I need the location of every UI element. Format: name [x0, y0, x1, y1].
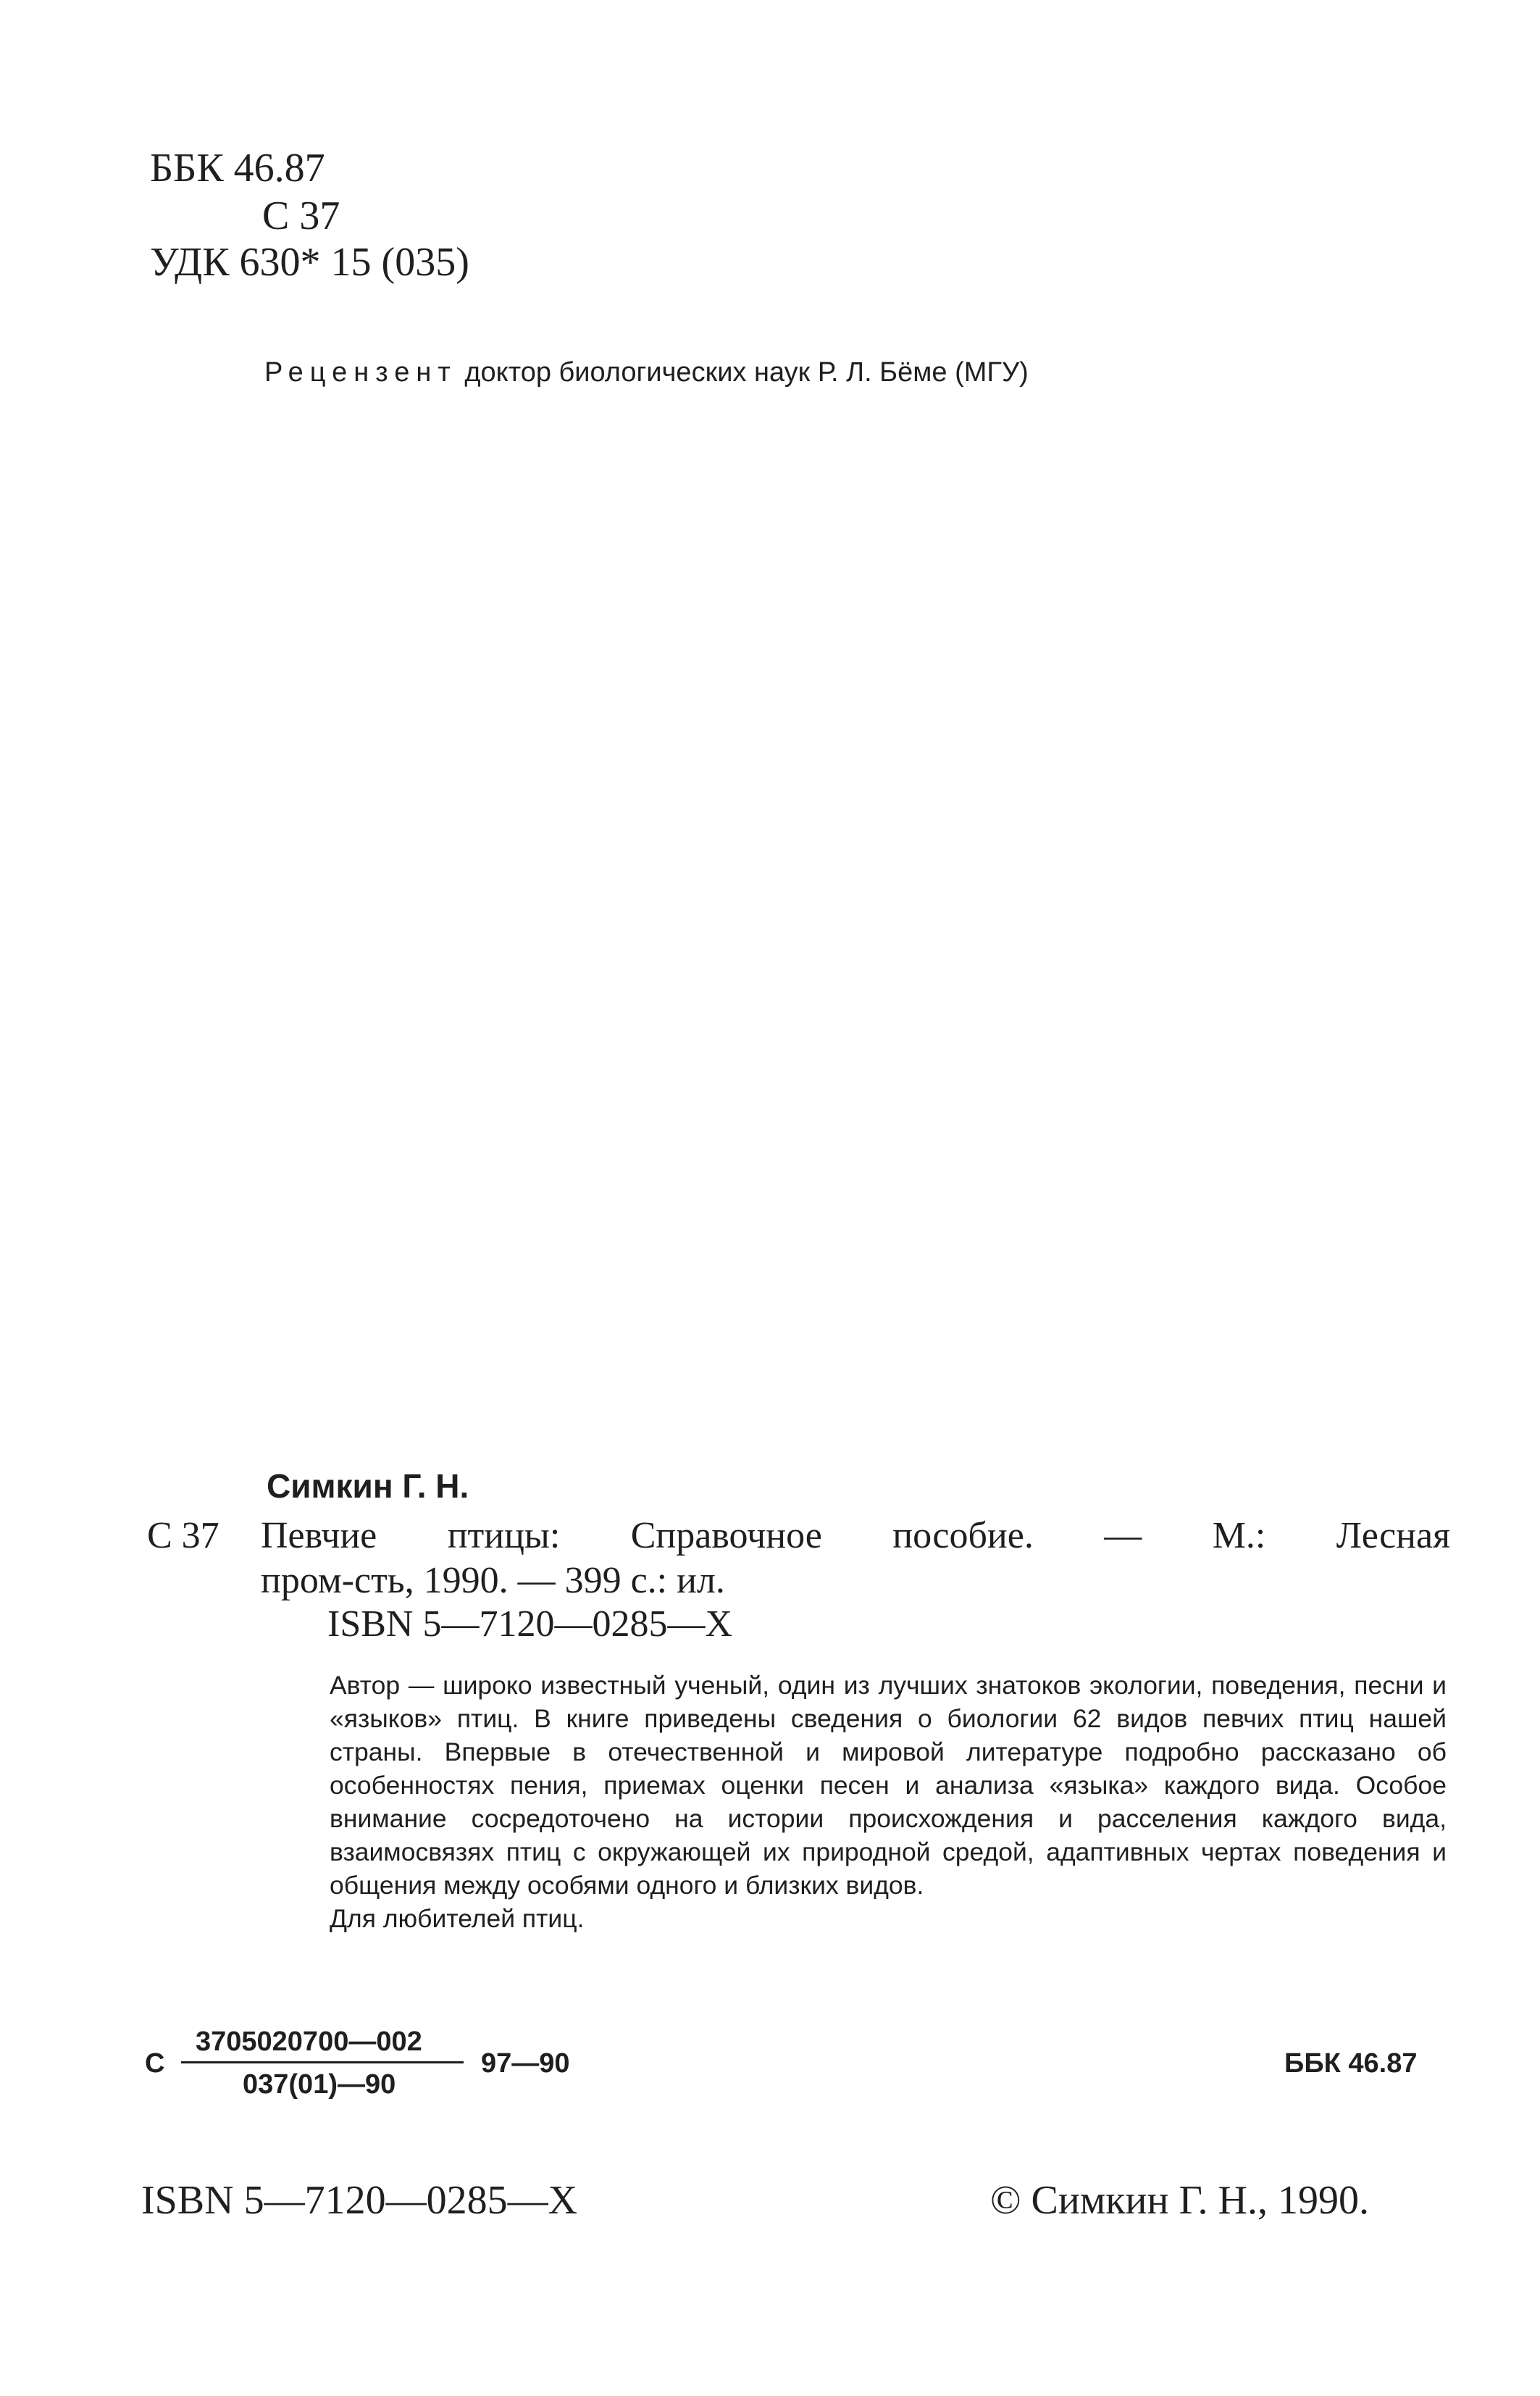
index-denominator: 037(01)—90: [243, 2069, 396, 2100]
index-fraction-line: [181, 2061, 464, 2063]
card-title-line1: Певчие птицы: Справочное пособие. — М.: Лесная: [261, 1515, 1450, 1556]
card-isbn: ISBN 5—7120—0285—X: [327, 1603, 733, 1645]
index-order: 97—90: [481, 2048, 570, 2079]
card-author: Симкин Г. Н.: [267, 1467, 469, 1505]
footer-isbn: ISBN 5—7120—0285—X: [141, 2178, 578, 2223]
reviewer-text: доктор биологических наук Р. Л. Бёме (МГУ): [464, 357, 1029, 388]
card-call-mark: С 37: [147, 1515, 219, 1556]
bbk-code: ББК 46.87: [150, 146, 325, 191]
card-title-line2: пром-сть, 1990. — 399 с.: ил.: [261, 1560, 725, 1601]
index-numerator: 3705020700—002: [196, 2026, 422, 2057]
author-mark-code: С 37: [262, 193, 340, 238]
index-bbk: ББК 46.87: [1284, 2048, 1418, 2079]
reviewer-line: [264, 355, 1029, 390]
annotation: [330, 1669, 1447, 1935]
index-letter: С: [145, 2048, 165, 2079]
reviewer-label: Рецензент: [264, 357, 457, 388]
udk-code: УДК 630* 15 (035): [150, 240, 469, 285]
footer-copyright: © Симкин Г. Н., 1990.: [990, 2178, 1369, 2223]
annotation-paragraph-2: Для любителей птиц.: [330, 1904, 585, 1933]
annotation-paragraph-1: Автор — широко известный ученый, один из лучших знатоков экологии, поведения, песни и «языков» птиц. В книге приведены сведения о биологии 62 видов певчих птиц нашей страны. Впервые в отечественной и мировой литературе подробно рассказано об особенностях пения, приемах оценки песен и анализа «языка» каждого вида. Особое внимание сосредоточено на истории происхождения и расселения каждого вида, взаимосвязях птиц с окружающей их природной средой, адаптивных чертах поведения и общения между особями одного и близких видов.: [330, 1671, 1447, 1900]
